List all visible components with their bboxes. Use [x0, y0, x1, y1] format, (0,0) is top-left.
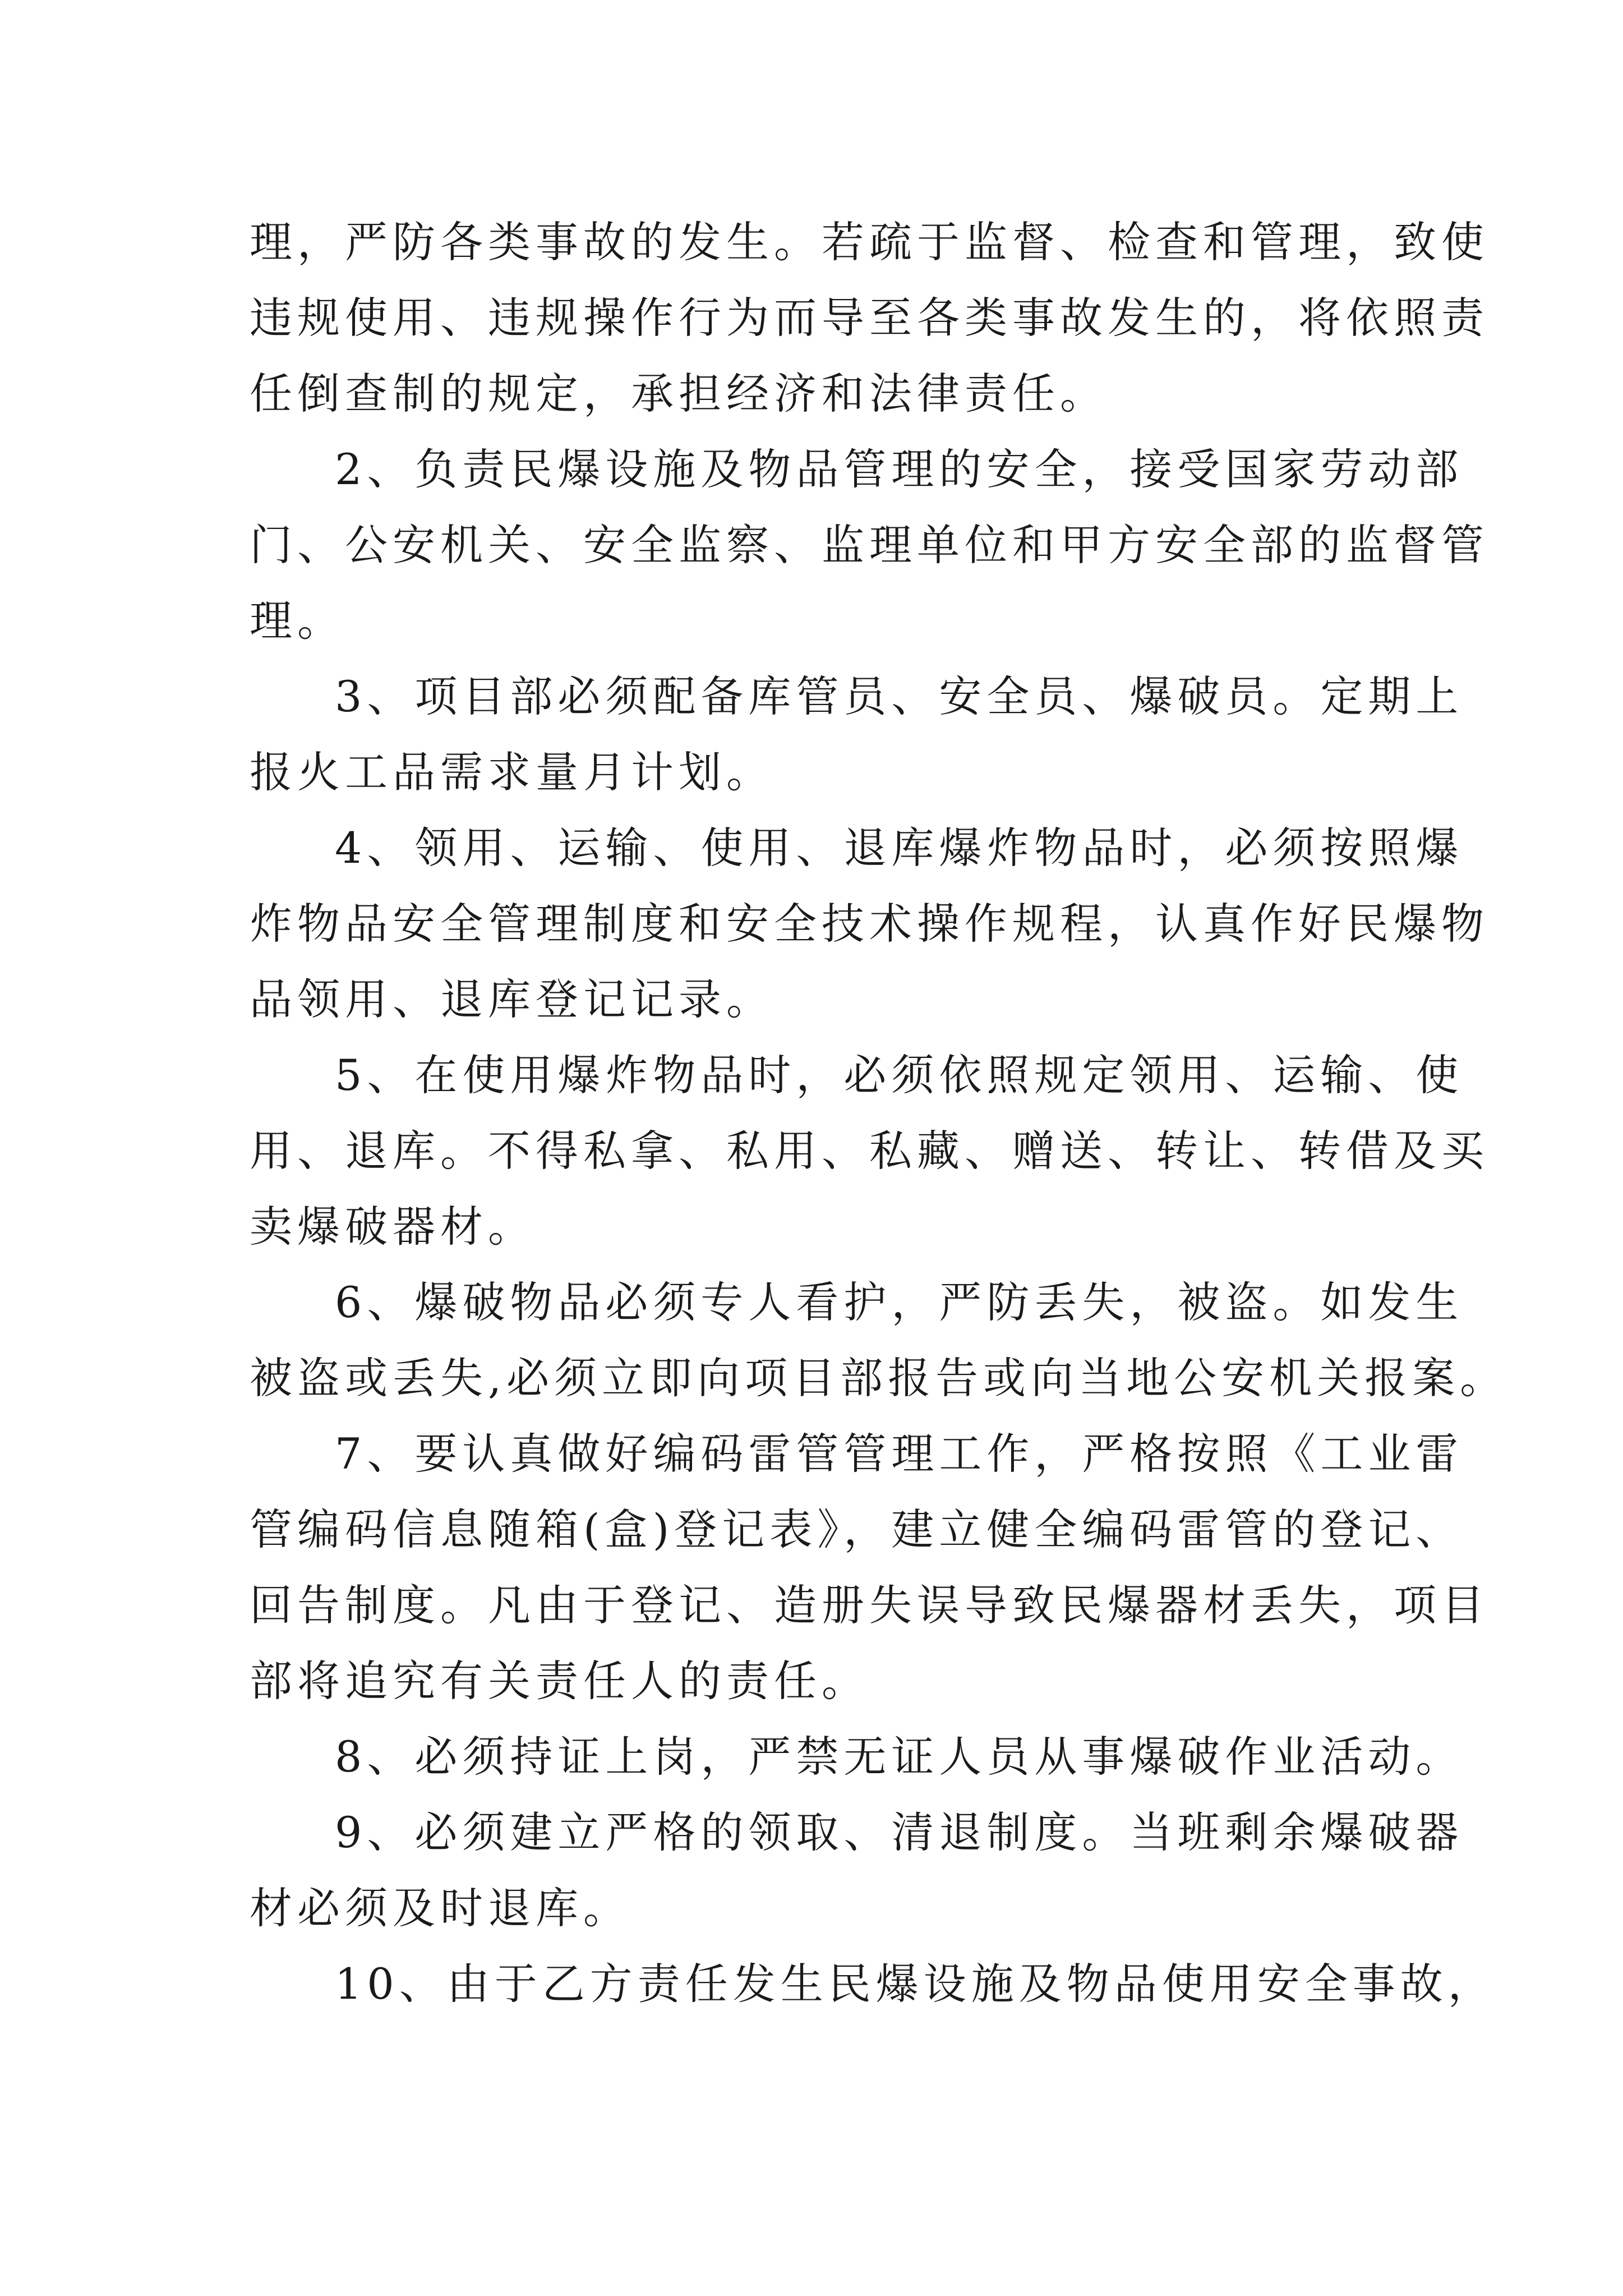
text-line: 理。 [250, 596, 345, 646]
paragraph-5-start: 5、在使用爆炸物品时，必须依照规定领用、运输、使 [335, 1050, 1464, 1100]
text-line: 报火工品需求量月计划。 [250, 747, 774, 797]
text-line: 理，严防各类事故的发生。若疏于监督、检查和管理，致使 [250, 217, 1489, 267]
text-line: 门、公安机关、安全监察、监理单位和甲方安全部的监督管 [250, 520, 1489, 570]
text-line: 被盗或丢失,必须立即向项目部报告或向当地公安机关报案。 [250, 1353, 1508, 1403]
paragraph-3-start: 3、项目部必须配备库管员、安全员、爆破员。定期上 [335, 671, 1464, 721]
paragraph-9-start: 9、必须建立严格的领取、清退制度。当班剩余爆破器 [335, 1807, 1464, 1857]
text-line: 违规使用、违规操作行为而导至各类事故发生的，将依照责 [250, 293, 1489, 343]
text-line: 品领用、退库登记记录。 [250, 974, 774, 1024]
text-line: 部将追究有关责任人的责任。 [250, 1656, 869, 1706]
paragraph-6-start: 6、爆破物品必须专人看护，严防丢失，被盗。如发生 [335, 1277, 1464, 1327]
text-line: 用、退库。不得私拿、私用、私藏、赠送、转让、转借及买 [250, 1126, 1489, 1176]
paragraph-4-start: 4、领用、运输、使用、退库爆炸物品时，必须按照爆 [335, 823, 1464, 873]
paragraph-10-start: 10、由于乙方责任发生民爆设施及物品使用安全事故， [335, 1959, 1496, 2009]
text-line: 卖爆破器材。 [250, 1202, 536, 1251]
text-line: 炸物品安全管理制度和安全技术操作规程，认真作好民爆物 [250, 899, 1489, 949]
paragraph-2-start: 2、负责民爆设施及物品管理的安全，接受国家劳动部 [335, 444, 1464, 494]
paragraph-7-start: 7、要认真做好编码雷管管理工作，严格按照《工业雷 [335, 1429, 1464, 1479]
paragraph-8-start: 8、必须持证上岗，严禁无证人员从事爆破作业活动。 [335, 1732, 1464, 1782]
text-line: 管编码信息随箱(盒)登记表》，建立健全编码雷管的登记、 [250, 1504, 1464, 1554]
text-line: 任倒查制的规定，承担经济和法律责任。 [250, 369, 1108, 418]
text-line: 材必须及时退库。 [250, 1883, 631, 1933]
text-line: 回告制度。凡由于登记、造册失误导致民爆器材丢失，项目 [250, 1580, 1489, 1630]
